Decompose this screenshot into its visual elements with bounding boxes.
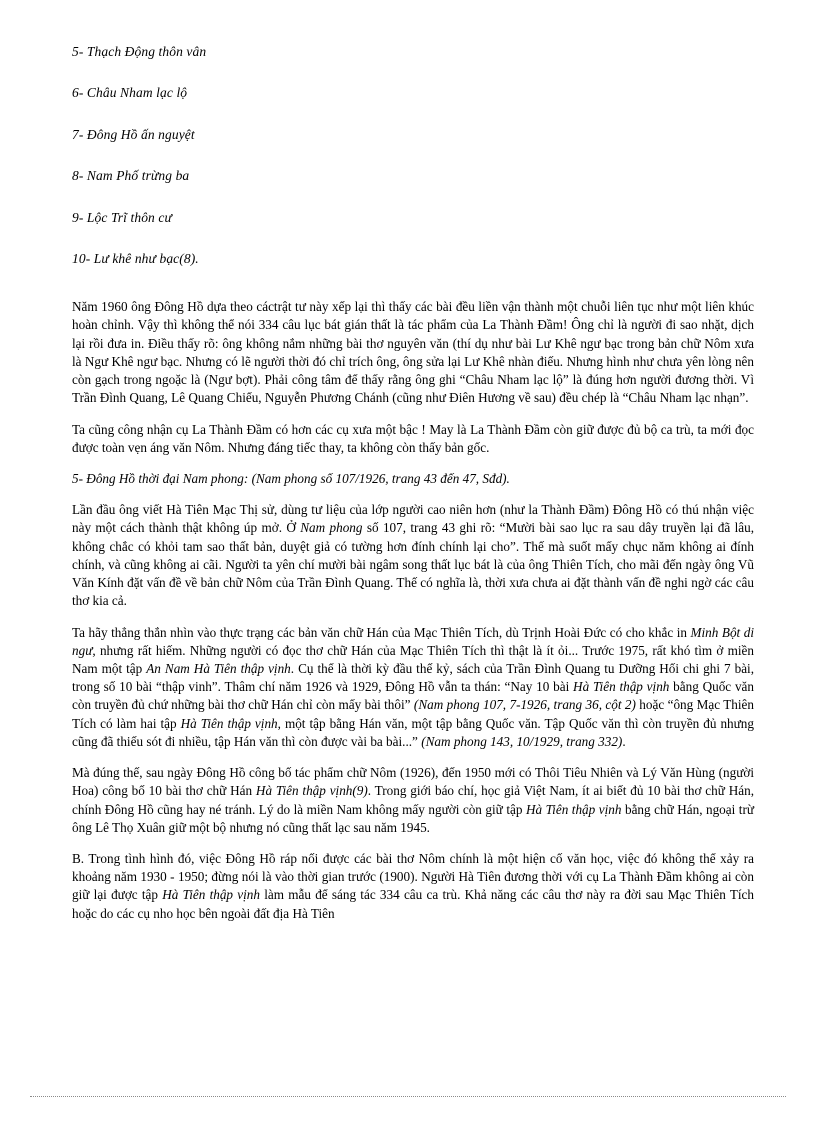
paragraph-5 — [72, 624, 754, 752]
paragraph-7 — [72, 850, 754, 923]
text-run: bằng Quốc văn còn truyền đủ chứ những bài thơ chữ Hán chỉ còn mấy bài thôi” — [72, 679, 754, 713]
page-footer-rule — [30, 1096, 786, 1097]
section-heading-title: Đông Hồ thời đại Nam phong: — [86, 471, 252, 486]
italic-run: Nam phong — [300, 520, 363, 536]
section-heading — [72, 470, 754, 488]
text-run: , một tập bằng Hán văn, một tập bằng Quốc văn. Tập Quốc văn thì còn truyền đủ nhưng cũng đã thiếu sót đi nhiều, tập Hán văn thì còn được vài ba bài...” — [72, 715, 754, 749]
italic-run: (Nam phong 143, 10/1929, trang 332) — [421, 733, 623, 749]
poem-list — [72, 44, 754, 268]
italic-run: Hà Tiên thập vịnh — [525, 801, 622, 817]
italic-run: Hà Tiên thập vịnh — [162, 887, 260, 903]
paragraph-2: Ta cũng công nhận cụ La Thành Đầm có hơn các cụ xưa một bậc ! May là La Thành Đầm còn giữ được đủ bộ ca trù, ta mới đọc được toàn vẹn áng văn Nôm. Nhưng đáng tiếc thay, ta không còn thấy bản gốc. — [72, 421, 754, 455]
text-run: làm mẫu để sáng tác 334 câu ca trù. Khả năng các câu thơ này ra đời sau Mạc Thiên Tích hoặc do các cụ nho học bên ngoài đất địa Hà Tiên — [72, 887, 755, 921]
paragraph-4 — [72, 501, 754, 610]
poem-line: 6- Châu Nham lạc lộ — [72, 85, 188, 101]
poem-line: 8- Nam Phố trừng ba — [72, 168, 190, 184]
text-run: . Trong giới báo chí, học giả Việt Nam, ít ai biết đủ 10 bài thơ chữ Hán, chính Đông Hồ cũng hay né tránh. Lý do là miền Nam không mấy người còn giữ tập — [72, 783, 755, 817]
text-run: B. Trong tình hình đó, việc Đông Hồ ráp nối được các bài thơ Nôm chính là một hiện cố văn học, việc đó không thể xảy ra khoảng năm 1930 - 1950; đừng nói là vào thời gian trước (1900). Người Hà Tiên đương thời với cụ La Thành Đầm không ai còn giữ lại được tập — [72, 850, 754, 903]
italic-run: An Nam Hà Tiên thập vịnh — [146, 660, 291, 676]
poem-line: 9- Lộc Trĩ thôn cư — [72, 209, 172, 225]
italic-run: Minh Bột di ngư — [72, 624, 754, 658]
text-run: . Cụ thể là thời kỳ đầu thế kỷ, sách của Trần Đình Quang tu Dưỡng Hối chi ghi 7 bài, trong số 10 bài “thập vinh”. Thâm chí năm 1926 và 1929, Đông Hồ vẫn ta thán: “Nay 10 bài — [72, 660, 755, 695]
poem-line: 10- Lư khê như bạc(8). — [72, 250, 199, 266]
italic-run: (Nam phong 107, 7-1926, trang 36, cột 2) — [413, 697, 636, 713]
text-run: hoặc “ông Mạc Thiên Tích có làm hai tập — [72, 697, 754, 731]
poem-line: 5- Thạch Động thôn vân — [72, 44, 207, 59]
italic-run: Hà Tiên thập vịnh — [180, 715, 278, 731]
paragraph-6 — [72, 764, 754, 837]
poem-line: 7- Đông Hồ ấn nguyệt — [72, 126, 195, 142]
italic-run: Hà Tiên thập vịnh — [573, 679, 670, 695]
paragraph-1: Năm 1960 ông Đông Hồ dựa theo cáctrật tư này xếp lại thì thấy các bài đều liền vận thành một chuỗi liên tục như một liên khúc hoàn chỉnh. Vậy thì không thể nói 334 câu lục bát gián thất là tác phẩm của La Thành Đầm! Ông chỉ là người đi sao nhặt, dịch lại rồi đưa in. Điều thấy rõ: ông không nắm những bài thơ nguyên văn (thí dụ như bài Lư Khê ngư bạc trong bản chữ Nôm xưa là Ngư Khê ngư bạc. Nhưng có lẽ người thời đó chỉ trích ông, ông sửa lại Lư Khê nhàn điếu. Nhưng hình như chưa yên lòng nên còn gạch trong ngoặc là (Ngư bợt). Phải công tâm để thấy rằng ông ghi “Châu Nham lạc lộ” là đúng hơn người đương thời. Vì Trần Đình Quang, Lê Quang Chiểu, Nguyễn Phương Chánh (cũng như Điên Hương về sau) đều chép là “Châu Nham lạc nhạn”. — [72, 299, 754, 406]
text-run: số 107, trang 43 ghi rõ: “Mười bài sao lục ra sau dây truyền lại đã lâu, không chắc có khỏi tam sao thất bản, duyệt giả có tường hơn đính chính lại cho”. Thế mà suốt mấy chục năm không ai đính chính, và cũng không ai cãi. Người ta yên chí mười bài ngâm song thất lục bát là của ông Thiên Tích, cho mãi đến ngày ông Vũ Văn Kính đặt vấn đề về bản chữ Nôm của Trần Đình Quang. Thế có nghĩa là, thời xưa chưa ai đặt thành vấn đề nghi ngờ các câu thơ kia cả. — [72, 520, 754, 609]
text-run: , nhưng rất hiếm. Những người có đọc thơ chữ Hán của Mạc Thiên Tích thì thật là ít ỏi... Trước 1975, rất khó tìm ở miền Nam một tập — [72, 642, 754, 676]
text-run: Ta hãy thẳng thắn nhìn vào thực trạng các bản văn chữ Hán của Mạc Thiên Tích, dù Trịnh Hoài Đức có cho khắc in — [72, 624, 691, 640]
text-run: Lần đầu ông viết Hà Tiên Mạc Thị sử, dùng tư liệu của lớp người cao niên hơn (như la Thành Đầm) Đông Hồ có thú nhận việc này một cách thành thật không úp mở. Ở — [72, 502, 754, 536]
section-heading-detail: (Nam phong số 107/1926, trang 43 đến 47, Sđd). — [251, 471, 510, 486]
text-run: Mà đúng thế, sau ngày Đông Hồ công bố tác phẩm chữ Nôm (1926), đến 1950 mới có Thôi Tiêu Nhiên và Lý Văn Hùng (người Hoa) công bố 10 bài thơ chữ Hán — [72, 765, 754, 799]
text-run: bằng chữ Hán, ngoại trừ ông Lê Thọ Xuân giữ một bộ nhưng nó cũng thất lạc sau năm 1945. — [72, 801, 755, 835]
section-heading-number: 5- — [72, 471, 87, 486]
italic-run: Hà Tiên thập vịnh(9) — [255, 783, 368, 799]
text-run: . — [622, 733, 626, 749]
